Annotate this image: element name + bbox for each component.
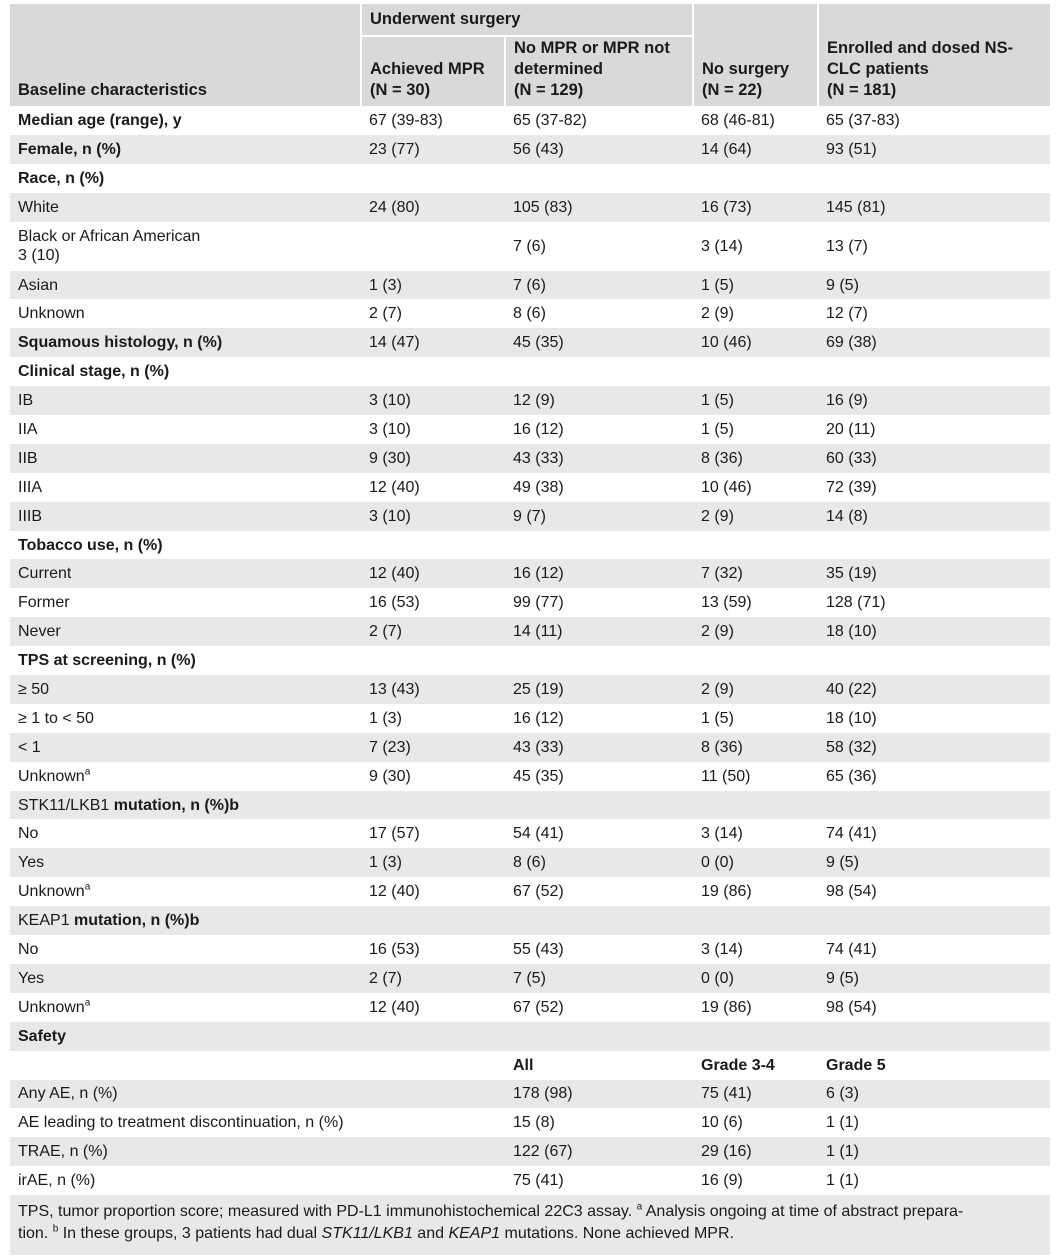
row-label: IIIB	[10, 502, 361, 531]
cell-no-mpr: 12 (9)	[505, 386, 693, 415]
cell-enrolled: 145 (81)	[818, 193, 1050, 222]
cell-no-surgery: 3 (14)	[701, 940, 743, 958]
cell-no-surgery: 7 (32)	[693, 559, 818, 588]
row-label: No	[18, 940, 39, 958]
section-header-row	[10, 164, 1050, 193]
table-footnote: TPS, tumor proportion score; measured with PD-L1 immunohistochemical 22C3 assay. $^a$ Analysis ongoing at time of abstract prepara- tion. $^b$ In these groups, 3 patients had dual STK11/LKB1 and KEAP1 mutations. None achieved MPR.	[10, 1195, 1050, 1255]
table-row	[10, 193, 1050, 222]
header-baseline-characteristics: Baseline characteristics	[10, 4, 361, 106]
row-label: IIIA	[18, 478, 43, 496]
header-underwent-surgery: Underwent surgery	[361, 4, 693, 36]
cell-no-surgery: 2 (9)	[693, 617, 818, 646]
cell-no-surgery: 8 (36)	[693, 733, 818, 762]
cell-grade-3-4: 16 (9)	[701, 1172, 743, 1190]
table-row	[10, 819, 1050, 848]
table-row	[10, 617, 1050, 646]
cell-grade-3-4: 29 (16)	[693, 1137, 818, 1166]
cell-no-mpr: 54 (41)	[513, 825, 564, 843]
cell-achieved-mpr: 67 (39-83)	[369, 111, 443, 129]
table-row	[10, 675, 1050, 704]
cell-no-surgery: 8 (36)	[693, 444, 818, 473]
cell-achieved-mpr: 1 (3)	[369, 709, 402, 727]
cell-no-mpr: 56 (43)	[505, 135, 693, 164]
cell-no-mpr: 43 (33)	[505, 733, 693, 762]
cell-no-mpr: 99 (77)	[513, 594, 564, 612]
section-header-row	[10, 906, 1050, 935]
cell-no-mpr: 9 (7)	[505, 502, 693, 531]
row-label: < 1	[10, 733, 361, 762]
cell-achieved-mpr: 2 (7)	[361, 964, 505, 993]
cell-no-surgery: 1 (5)	[701, 420, 734, 438]
cell-enrolled: 14 (8)	[818, 502, 1050, 531]
cell-all: 75 (41)	[513, 1172, 564, 1190]
table-row	[10, 222, 1050, 271]
table-row	[10, 502, 1050, 531]
cell-no-surgery: 1 (5)	[693, 386, 818, 415]
row-label: Yes	[10, 964, 361, 993]
row-label: IB	[10, 386, 361, 415]
cell-no-mpr: 8 (6)	[513, 305, 546, 323]
cell-no-mpr: 45 (35)	[505, 328, 693, 357]
row-label: TRAE, n (%)	[10, 1137, 361, 1166]
row-label: Asian	[10, 271, 361, 300]
cell-achieved-mpr: 16 (53)	[369, 594, 420, 612]
cell-enrolled: 9 (5)	[818, 964, 1050, 993]
cell-no-surgery: 68 (46-81)	[701, 111, 775, 129]
cell-grade-5: 6 (3)	[818, 1080, 1050, 1109]
cell-achieved-mpr: 17 (57)	[369, 825, 420, 843]
cell-grade-5: 1 (1)	[826, 1172, 859, 1190]
cell-achieved-mpr: 13 (43)	[361, 675, 505, 704]
baseline-characteristics-table-container	[10, 4, 1050, 1255]
row-label: Current	[10, 559, 361, 588]
cell-enrolled: 98 (54)	[826, 998, 877, 1016]
row-label: ≥ 50	[10, 675, 361, 704]
cell-no-mpr: 43 (33)	[505, 444, 693, 473]
table-row	[10, 935, 1050, 964]
table-row	[10, 1108, 1050, 1137]
row-label: White	[10, 193, 361, 222]
cell-no-surgery: 10 (46)	[701, 478, 752, 496]
table-body	[10, 106, 1050, 1195]
cell-achieved-mpr: 14 (47)	[361, 328, 505, 357]
cell-achieved-mpr: 12 (40)	[369, 883, 420, 901]
cell-enrolled: 18 (10)	[818, 617, 1050, 646]
cell-no-mpr: 25 (19)	[505, 675, 693, 704]
cell-achieved-mpr: 12 (40)	[361, 559, 505, 588]
section-header-row	[10, 646, 1050, 675]
cell-enrolled: 65 (36)	[826, 767, 877, 785]
cell-no-surgery: 13 (59)	[701, 594, 752, 612]
cell-no-mpr: 7 (6)	[513, 237, 546, 255]
row-label: No	[18, 825, 39, 843]
cell-enrolled: 13 (7)	[826, 237, 868, 255]
section-label: KEAP1 mutation, n (%)b	[10, 906, 361, 935]
cell-enrolled: 16 (9)	[818, 386, 1050, 415]
cell-enrolled: 18 (10)	[826, 709, 877, 727]
cell-no-mpr: 14 (11)	[505, 617, 693, 646]
cell-enrolled: 20 (11)	[826, 420, 876, 438]
cell-no-surgery: 16 (73)	[693, 193, 818, 222]
cell-enrolled: 98 (54)	[826, 883, 877, 901]
cell-enrolled: 58 (32)	[818, 733, 1050, 762]
cell-no-mpr: 16 (12)	[513, 420, 564, 438]
row-label: Never	[10, 617, 361, 646]
baseline-characteristics-table	[10, 4, 1050, 1255]
cell-enrolled: 35 (19)	[818, 559, 1050, 588]
table-row	[10, 106, 1050, 135]
header-no-surgery: No surgery (N = 22)	[693, 4, 818, 106]
table-row	[10, 1080, 1050, 1109]
table-row	[10, 135, 1050, 164]
cell-enrolled: 9 (5)	[818, 271, 1050, 300]
table-row	[10, 444, 1050, 473]
cell-no-mpr: 55 (43)	[513, 940, 564, 958]
section-header-row	[10, 531, 1050, 560]
cell-no-mpr: 45 (35)	[513, 767, 564, 785]
header-enrolled-dosed: Enrolled and dosed NS- CLC patients (N = 181)	[818, 4, 1050, 106]
cell-achieved-mpr: 3 (10)	[369, 420, 411, 438]
cell-no-surgery: 3 (14)	[701, 237, 743, 255]
table-row	[10, 328, 1050, 357]
row-label: AE leading to treatment discontinuation, n (%)	[18, 1114, 344, 1132]
row-label: Any AE, n (%)	[10, 1080, 361, 1109]
cell-achieved-mpr: 3 (10)	[361, 502, 505, 531]
cell-no-surgery: 19 (86)	[701, 883, 752, 901]
cell-enrolled: 40 (22)	[818, 675, 1050, 704]
cell-achieved-mpr: 16 (53)	[369, 940, 420, 958]
table-row	[10, 762, 1050, 791]
cell-enrolled: 65 (37-83)	[826, 111, 900, 129]
cell-achieved-mpr: 1 (3)	[361, 271, 505, 300]
cell-no-surgery: 3 (14)	[701, 825, 743, 843]
cell-no-mpr: 49 (38)	[513, 478, 564, 496]
row-label: Yes	[10, 848, 361, 877]
cell-achieved-mpr: 2 (7)	[361, 617, 505, 646]
cell-enrolled: 12 (7)	[826, 305, 868, 323]
cell-achieved-mpr: 7 (23)	[361, 733, 505, 762]
cell-all: 178 (98)	[505, 1080, 693, 1109]
cell-no-surgery: 10 (46)	[693, 328, 818, 357]
section-label: Clinical stage, n (%)	[18, 363, 170, 381]
safety-col-grade-3-4: Grade 3-4	[701, 1056, 775, 1074]
cell-all: 15 (8)	[513, 1114, 555, 1132]
row-label: Unknown$^a$	[18, 881, 91, 901]
section-header-row	[10, 791, 1050, 820]
table-row	[10, 271, 1050, 300]
cell-no-mpr: 65 (37-82)	[513, 111, 587, 129]
cell-all: 122 (67)	[505, 1137, 693, 1166]
table-row	[10, 559, 1050, 588]
cell-achieved-mpr: 12 (40)	[369, 998, 420, 1016]
cell-enrolled: 60 (33)	[818, 444, 1050, 473]
table-row	[10, 473, 1050, 502]
row-label: IIB	[10, 444, 361, 473]
cell-no-mpr: 16 (12)	[513, 709, 564, 727]
row-label: Unknown	[18, 305, 85, 323]
cell-no-surgery: 11 (50)	[701, 767, 751, 785]
table-header	[10, 4, 1050, 106]
cell-no-mpr: 8 (6)	[505, 848, 693, 877]
cell-no-surgery: 1 (5)	[701, 709, 734, 727]
section-label: Tobacco use, n (%)	[18, 536, 163, 554]
cell-achieved-mpr: 23 (77)	[361, 135, 505, 164]
cell-enrolled: 74 (41)	[826, 940, 877, 958]
row-label: Unknown$^a$	[18, 997, 91, 1016]
cell-no-surgery: 14 (64)	[693, 135, 818, 164]
cell-no-surgery: 2 (9)	[693, 675, 818, 704]
header-achieved-mpr: Achieved MPR (N = 30)	[361, 36, 505, 106]
cell-no-mpr: 7 (6)	[505, 271, 693, 300]
cell-enrolled: 72 (39)	[826, 478, 877, 496]
row-label: irAE, n (%)	[18, 1172, 96, 1190]
section-header-row	[10, 357, 1050, 386]
row-label: Female, n (%)	[10, 135, 361, 164]
row-label: Median age (range), y	[18, 111, 182, 129]
table-row	[10, 1137, 1050, 1166]
cell-achieved-mpr: 9 (30)	[369, 767, 411, 785]
cell-achieved-mpr: 24 (80)	[361, 193, 505, 222]
table-row	[10, 704, 1050, 733]
cell-achieved-mpr: 9 (30)	[361, 444, 505, 473]
cell-enrolled: 93 (51)	[818, 135, 1050, 164]
cell-grade-5: 1 (1)	[818, 1137, 1050, 1166]
row-label: ≥ 1 to < 50	[18, 709, 94, 727]
section-label: TPS at screening, n (%)	[18, 652, 196, 670]
table-row	[10, 733, 1050, 762]
cell-no-surgery: 19 (86)	[701, 998, 752, 1016]
cell-enrolled: 69 (38)	[818, 328, 1050, 357]
safety-col-all: All	[513, 1056, 534, 1074]
cell-grade-3-4: 10 (6)	[701, 1114, 743, 1132]
cell-no-mpr: 67 (52)	[513, 883, 564, 901]
table-row	[10, 386, 1050, 415]
table-row	[10, 993, 1050, 1022]
row-label: Squamous histology, n (%)	[10, 328, 361, 357]
cell-enrolled: 9 (5)	[818, 848, 1050, 877]
cell-enrolled: 128 (71)	[826, 594, 886, 612]
cell-achieved-mpr: 12 (40)	[369, 478, 420, 496]
cell-no-mpr: 105 (83)	[505, 193, 693, 222]
cell-no-surgery: 2 (9)	[693, 502, 818, 531]
section-label: Race, n (%)	[18, 169, 105, 187]
cell-no-mpr: 7 (5)	[505, 964, 693, 993]
table-row	[10, 848, 1050, 877]
header-no-mpr: No MPR or MPR not determined (N = 129)	[505, 36, 693, 106]
table-row	[10, 588, 1050, 617]
cell-achieved-mpr: 2 (7)	[369, 305, 402, 323]
row-label: Unknown$^a$	[18, 766, 91, 785]
cell-no-mpr: 67 (52)	[513, 998, 564, 1016]
cell-achieved-mpr: 3 (10)	[361, 386, 505, 415]
row-label: IIA	[18, 420, 38, 438]
cell-enrolled: 74 (41)	[826, 825, 877, 843]
table-row	[10, 299, 1050, 328]
cell-grade-5: 1 (1)	[826, 1114, 859, 1132]
table-row	[10, 964, 1050, 993]
cell-no-surgery: 0 (0)	[693, 964, 818, 993]
safety-subheader-row	[10, 1051, 1050, 1080]
row-label: Black or African American 3 (10)	[18, 228, 201, 265]
cell-achieved-mpr: 1 (3)	[361, 848, 505, 877]
cell-no-surgery: 0 (0)	[693, 848, 818, 877]
section-label: Safety	[10, 1022, 361, 1051]
table-row	[10, 1166, 1050, 1195]
cell-grade-3-4: 75 (41)	[693, 1080, 818, 1109]
row-label: Former	[18, 594, 70, 612]
section-header-row	[10, 1022, 1050, 1051]
table-row	[10, 877, 1050, 906]
cell-no-surgery: 1 (5)	[693, 271, 818, 300]
table-row	[10, 415, 1050, 444]
cell-no-mpr: 16 (12)	[505, 559, 693, 588]
cell-no-surgery: 2 (9)	[701, 305, 734, 323]
section-label: STK11/LKB1 mutation, n (%)b	[10, 791, 361, 820]
safety-col-grade-5: Grade 5	[826, 1056, 886, 1074]
